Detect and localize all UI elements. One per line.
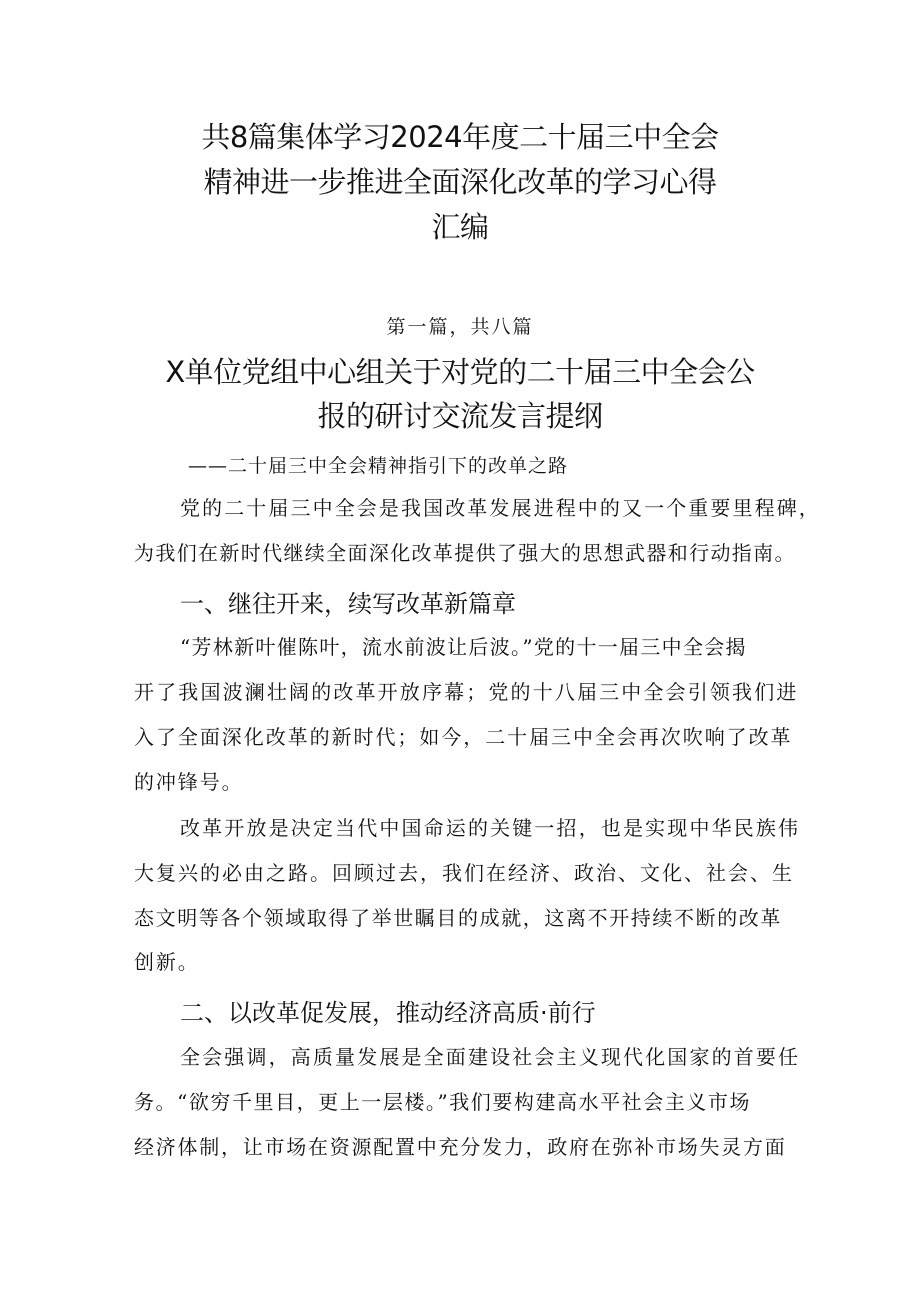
- article-subtitle: ——二十届三中全会精神指引下的改单之路: [188, 455, 569, 477]
- paragraph-line: 务。“欲穷千里目，更上一层楼。”我们要构建高水平社会主义市场: [134, 1090, 751, 1114]
- paragraph-line: “芳林新叶催陈叶，流水前波让后波。”党的十一届三中全会揭: [180, 635, 747, 659]
- paragraph-line: 创新。: [134, 950, 200, 974]
- document-title-line: 共8篇集体学习2024年度二十届三中全会: [201, 120, 719, 154]
- paragraph-line: 改革开放是决定当代中国命运的关键一招，也是实现中华民族伟: [180, 816, 801, 840]
- paragraph-line: 入了全面深化改革的新时代；如今，二十届三中全会再次吹响了改革: [134, 725, 793, 749]
- section-heading: 二、以改革促发展，推动经济高质·前行: [180, 999, 596, 1027]
- article-title: [0, 349, 920, 439]
- paragraph-line: 态文明等各个领域取得了举世瞩目的成就，这离不开持续不断的改革: [134, 906, 782, 930]
- section-heading: 一、继往开来，续写改革新篇章: [180, 590, 516, 618]
- intro-line: 为我们在新时代继续全面深化改革提供了强大的思想武器和行动指南。: [134, 541, 796, 565]
- article-title-line: 报的研讨交流发言提纲: [317, 399, 603, 433]
- paragraph-line: 经济体制，让市场在资源配置中充分发力，政府在弥补市场失灵方面: [134, 1135, 787, 1159]
- paragraph-line: 大复兴的必由之路。回顾过去，我们在经济、政治、文化、社会、生: [134, 861, 794, 885]
- paragraph-line: 的冲锋号。: [134, 770, 244, 794]
- part-label: 第一篇，共八篇: [386, 316, 534, 338]
- document-title-line: 汇编: [431, 210, 489, 244]
- intro-line: 党的二十届三中全会是我国改革发展进程中的又一个重要里程碑，: [180, 496, 821, 520]
- article-title-line: X单位党组中心组关于对党的二十届三中全会公: [165, 355, 755, 389]
- document-title: [0, 116, 920, 248]
- paragraph-line: 开了我国波澜壮阔的改革开放序幕；党的十八届三中全会引领我们进: [134, 680, 799, 704]
- document-title-line: 精神进一步推进全面深化改革的学习心得: [203, 165, 717, 199]
- paragraph-line: 全会强调，高质量发展是全面建设社会主义现代化国家的首要任: [180, 1045, 801, 1069]
